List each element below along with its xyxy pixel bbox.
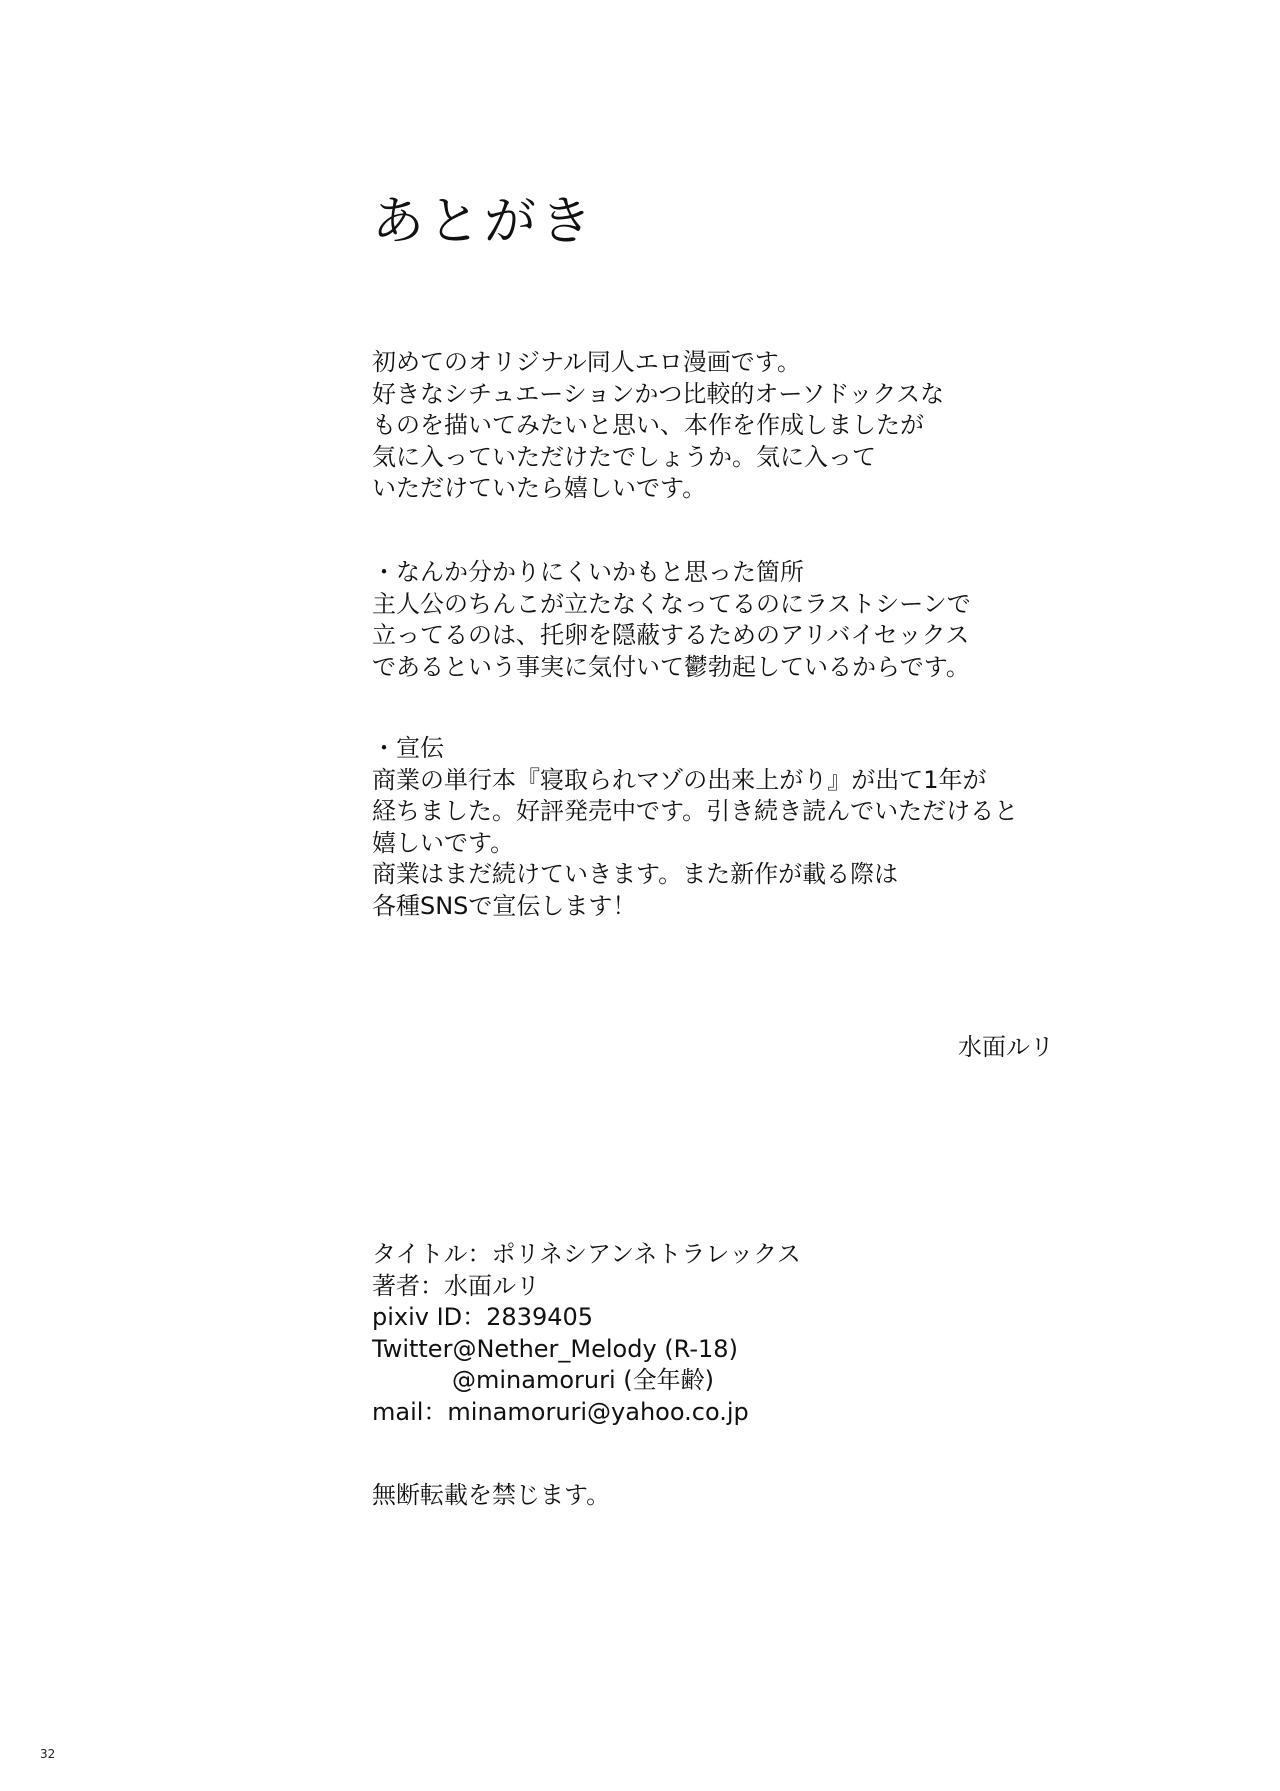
promotion-line: 各種SNSで宣伝します！ <box>372 891 637 920</box>
afterword-title: あとがき <box>372 192 597 252</box>
intro-paragraph <box>372 347 944 505</box>
intro-line: いただけていたら嬉しいです。 <box>372 474 707 502</box>
page-number: 32 <box>40 1747 56 1761</box>
intro-line: 初めてのオリジナル同人エロ漫画です。 <box>372 348 801 376</box>
promotion-paragraph <box>372 733 1018 922</box>
colophon-author: 著者：水面ルリ <box>372 1271 540 1300</box>
clarification-line: 主人公のちんこが立たなくなってるのにラストシーンで <box>372 589 971 618</box>
promotion-line: 商業はまだ続けていきます。また新作が載る際は <box>372 860 899 888</box>
clarification-line: であるという事実に気付いて鬱勃起しているからです。 <box>372 652 970 681</box>
colophon <box>372 1239 801 1428</box>
promotion-line: ・宣伝 <box>372 734 444 762</box>
colophon-twitter: Twitter@Nether_Melody (R-18) <box>372 1334 738 1363</box>
reprint-notice: 無断転載を禁じます。 <box>372 1481 611 1509</box>
intro-line: ものを描いてみたいと思い、本作を作成しましたが <box>372 411 924 439</box>
promotion-line: 商業の単行本『寝取られマゾの出来上がり』が出て1年が <box>372 765 987 794</box>
colophon-title: タイトル：ポリネシアンネトラレックス <box>372 1240 801 1268</box>
promotion-line: 嬉しいです。 <box>372 828 515 857</box>
colophon-mail: mail：minamoruri@yahoo.co.jp <box>372 1397 749 1426</box>
promotion-line: 経ちました。好評発売中です。引き続き読んでいただけると <box>372 797 1019 825</box>
author-signature: 水面ルリ <box>958 1033 1054 1061</box>
clarification-paragraph <box>372 557 971 683</box>
colophon-pixiv: pixiv ID：2839405 <box>372 1303 594 1331</box>
clarification-line: 立ってるのは、托卵を隠蔽するためのアリバイセックス <box>372 621 970 649</box>
intro-line: 気に入っていただけたでしょうか。気に入って <box>372 442 876 471</box>
clarification-line: ・なんか分かりにくいかもと思った箇所 <box>372 558 804 586</box>
intro-line: 好きなシチュエーションかつ比較的オーソドックスな <box>372 379 945 408</box>
colophon-twitter-alt: @minamoruri (全年齢) <box>452 1366 714 1394</box>
